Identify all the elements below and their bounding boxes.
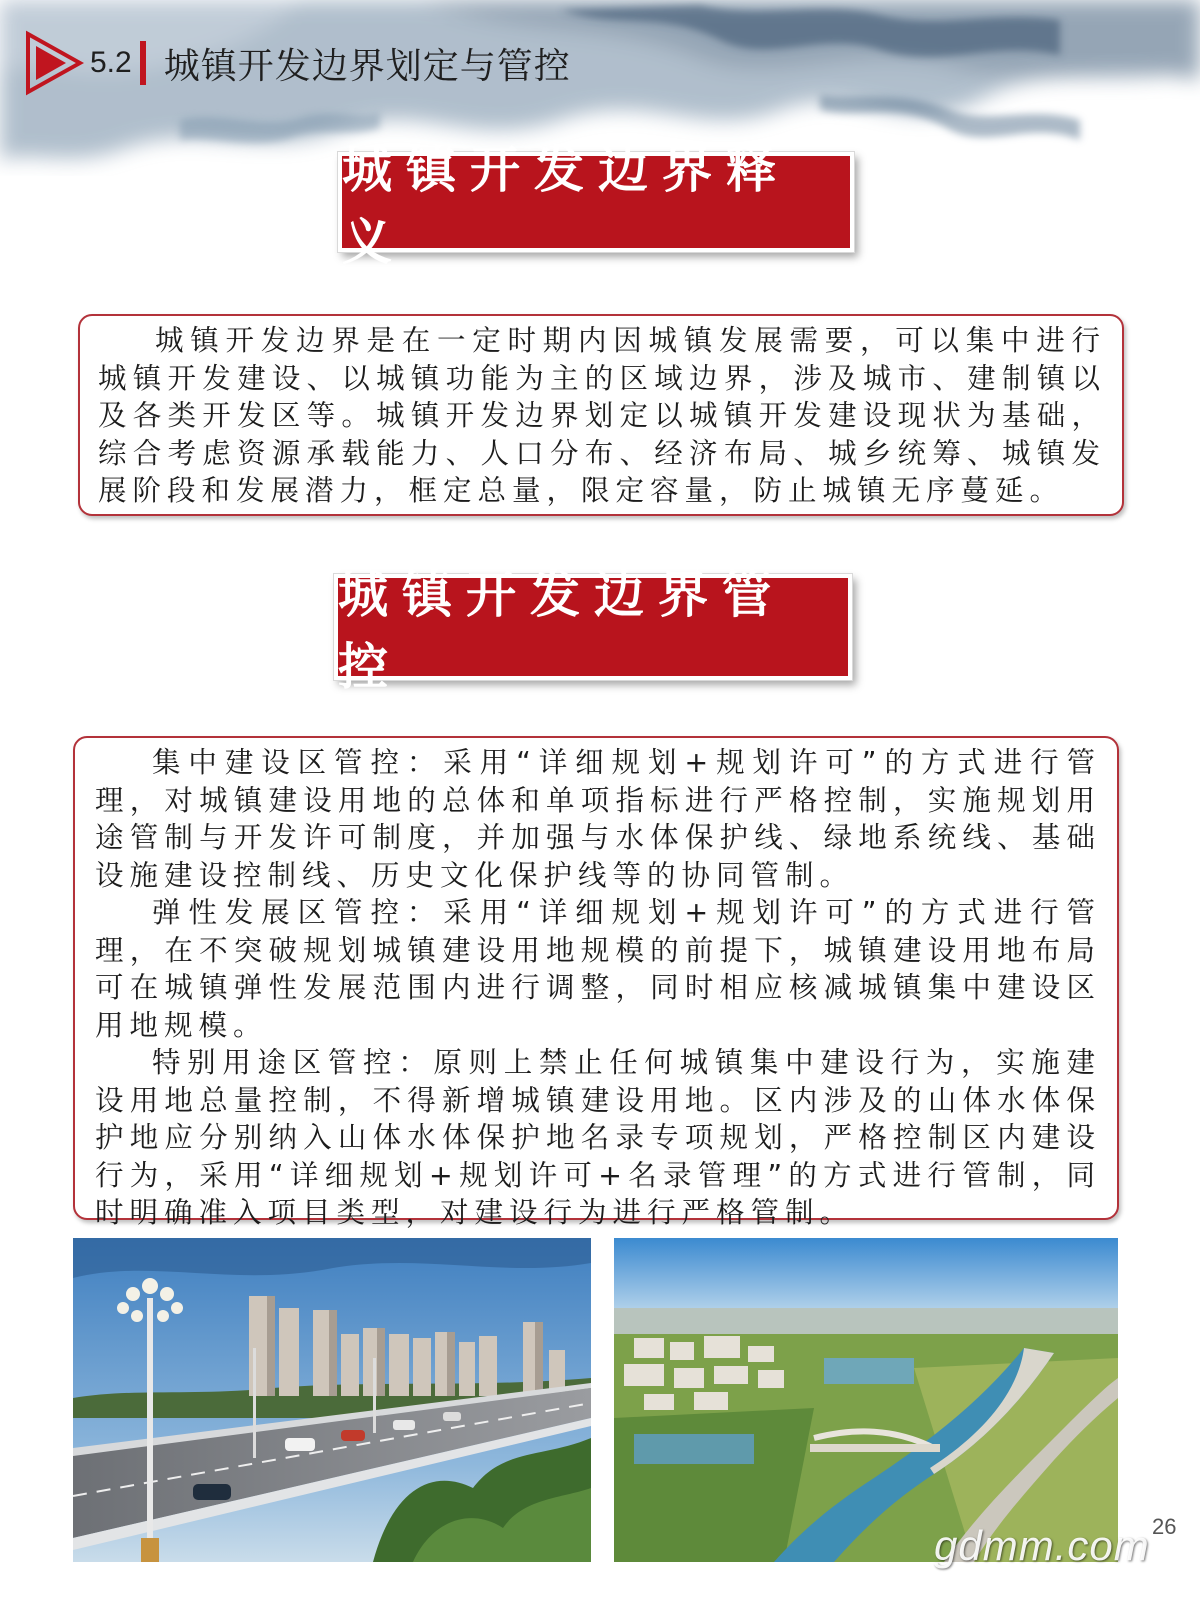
section-title: 城镇开发边界划定与管控 — [163, 45, 571, 87]
control-banner: 城镇开发边界管控 — [334, 574, 852, 680]
control-text-box — [73, 736, 1119, 1229]
section-divider-bar — [140, 41, 146, 85]
control-paragraph-concentrated: 集中建设区管控：采用“详细规划+规划许可”的方式进行管理，对城镇建设用地的总体和单项指标进行严格控制，实施规划用途管制与开发许可制度，并加强与水体保护线、绿地系统线、基础设施建设控制线、历史文化保护线等的协同管制。 — [95, 746, 1101, 892]
aerial-river-photo — [614, 1238, 1118, 1562]
control-paragraph-special: 特别用途区管控：原则上禁止任何城镇集中建设行为，实施建设用地总量控制，不得新增城镇建设用地。区内涉及的山体水体保护地应分别纳入山体水体保护地名录专项规划，严格控制区内建设行为，采用“详细规划+规划许可+名录管理”的方式进行管制，同时明确准入项目类型，对建设行为进行严格管制。 — [95, 1046, 1101, 1229]
control-paragraph-flexible: 弹性发展区管控：采用“详细规划+规划许可”的方式进行管理，在不突破规划城镇建设用地规模的前提下，城镇建设用地布局可在城镇弹性发展范围内进行调整，同时相应核减城镇集中建设区用地规模。 — [95, 896, 1101, 1042]
section-header — [22, 28, 571, 98]
definition-paragraph: 城镇开发边界是在一定时期内因城镇发展需要，可以集中进行城镇开发建设、以城镇功能为主的区域边界，涉及城市、建制镇以及各类开发区等。城镇开发边界划定以城镇开发建设现状为基础，综合考虑资源承载能力、人口分布、经济布局、城乡统筹、城镇发展阶段和发展潜力，框定总量，限定容量，防止城镇无序蔓延。 — [98, 324, 1106, 507]
definition-banner: 城镇开发边界释义 — [338, 152, 854, 252]
play-triangle-icon — [22, 28, 84, 98]
definition-text-box — [78, 314, 1124, 516]
page-number: 26 — [1152, 1514, 1177, 1539]
watermark-text: gdmm.com — [934, 1522, 1150, 1569]
highway-city-photo — [73, 1238, 591, 1562]
section-number: 5.2 — [90, 46, 132, 79]
